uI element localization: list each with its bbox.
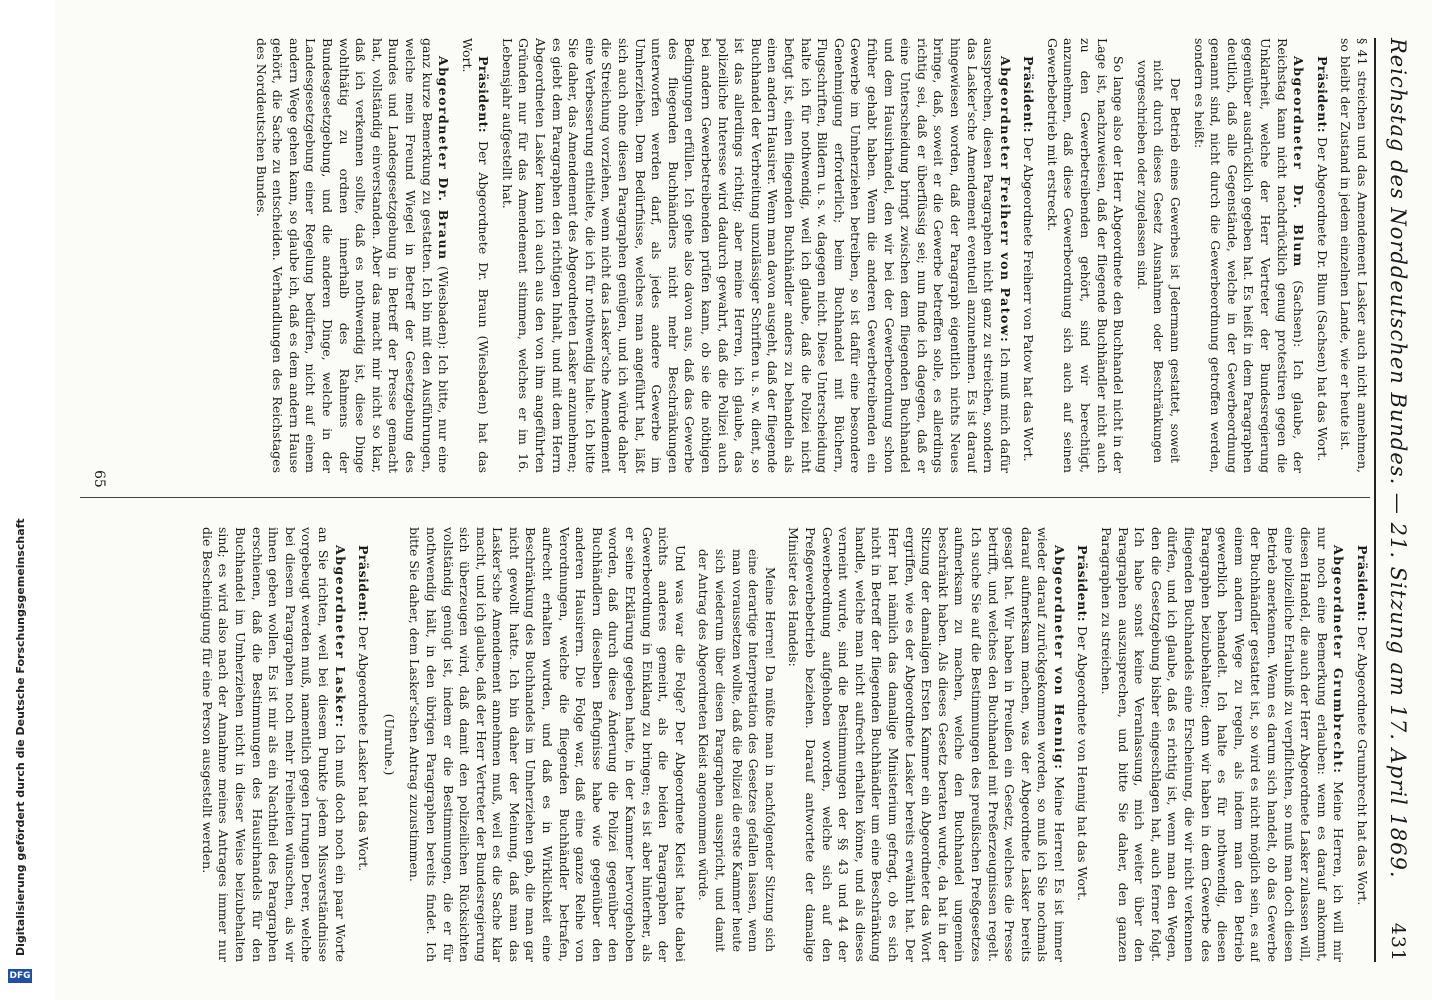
stage-direction: (Unruhe.) [381,713,397,776]
paragraph: Und was war die Folge? Der Abgeordnete Kleist hatte dabei nichts anderes gemeint, als die beiden Paragraphen der Gewerbeordnung in Einklang zu bringen; es ist aber hinterher, als er seine Erklärung gegeben hatte, in der Kammer hervorgehoben worden, daß durch diese Änderung die Polizei gegenüber den Buchhändlern dieselben Befugnisse habe wie gegenüber den anderen Hausirern. Die Folge war, daß eine ganze Reihe von Verordnungen, welche die fliegenden Buchhändler betrafen, aufrecht erhalten wurden, und daß es in Wirklichkeit eine Beschränkung des Buchhandels im Umherziehen gab, die man gar nicht gewollt hatte. Ich bin daher der Meinung, daß man das Lasker'sche Amendement annehmen muß, weil es die Sache klar macht, und ich glaube, daß der Herr Vertreter der Bundesregierung sich überzeugen wird, daß damit den polizeilichen Rücksichten vollständig genügt ist, indem er die Bestimmungen, die er für nothwendig hält, in den übrigen Paragraphen bereits findet. Ich bitte Sie daher, dem Lasker'schen Antrag zuzustimmen. [407,527,688,962]
speech-text: Ich muß doch noch ein paar Worte an Sie richten, weil bei diesem Punkte jedem Missverständnisse vorgebeugt werden muß, namentlich gegen Irrungen Derer, welche bei diesem Paragraphen noch mehr Freiheiten wünschen, als wir ihnen geben wollen. Es ist mir als ein Nachtheil des Paragraphen erschienen, daß die Bestimmungen des Hausirhandels für den Buchhandel im Umherziehen nicht in dieser Weise beizubehalten sind; es wird also nach der Annahme meines Antrages immer nur die Bescheinigung für eine Person ausgestellt werden. [199,527,348,962]
paragraph [252,38,451,473]
paragraph [458,38,491,473]
paragraph [1098,527,1347,962]
speaker-name: Abgeordneter Grumbrecht: [1331,545,1347,775]
paragraph [1074,527,1091,962]
scanned-page [55,0,1432,1000]
speech-text: Meine Herren! Es ist immer wieder darauf zurückgekommen worden, so muß ich Sie nochmals darauf aufmerksam machen, was der Abgeordnete Lasker bereits gesagt hat. Wir haben in Preußen ein Gesetz, welches die Presse betrifft, und welches den Buchhandel mit Preßerzeugnissen regelt. Ich suche Sie auf die Bestimmungen des preußischen Preßgesetzes aufmerksam zu machen, welche den Buchhandel ungemein beschränkt haben. Als dieses Gesetz beraten wurde, da hat in der Sitzung der damaligen Ersten Kammer ein Abgeordneter das Wort ergriffen, wie es der Abgeordnete Lasker bereits erwähnt hat. Der Herr hat nämlich das damalige Ministerium gefragt, ob es sich nicht in Betreff der fliegenden Buchhändler um eine Beschränkung handle, welche man nicht aufrecht erhalten könne, und als dieses verneint wurde, sind die Bestimmungen der §§ 43 und 44 der Gewerbeordnung aufgehoben worden, welche sich auf den Preßgewerbebetrieb beziehen. Darauf antwortete der damalige Minister des Handels: [786,527,1067,962]
paragraph: So lange also der Herr Abgeordnete den Buchhandel nicht in der Lage ist, nachzuweisen, daß der fliegende Buchhändler nicht auch zu den Gewerbetreibenden gehört, sind wir berechtigt, anzunehmen, daß diese Gewerbeordnung sich auch auf seinen Gewerbebetrieb mit erstreckt. [1044,38,1127,473]
speaker-label: Präsident: [1075,545,1091,623]
speech-text: Der Abgeordnete Dr. Braun (Wiesbaden) hat das Wort. [459,38,492,473]
speech-text: Der Abgeordnete Grumbrecht hat das Wort. [1355,626,1370,906]
speaker-name: Abgeordneter Lasker: [332,545,348,729]
speaker-name: Abgeordneter Freiherr von Patow: [997,56,1013,344]
folio-number: 65 [91,470,107,488]
speaker-name: Abgeordneter Dr. Braun [436,56,452,261]
credit-text: Digitalisierung gefördert durch die Deutsche Forschungsgemeinschaft [13,518,27,956]
page-header [1378,38,1418,962]
speaker-label: Präsident: [1355,545,1370,623]
paragraph [198,527,347,962]
speaker-label: Präsident: [476,56,492,134]
speaker-name: Abgeordneter von Hennig: [1051,545,1067,771]
left-column [80,38,1370,473]
paragraph: § 41 streichen und das Amendement Lasker auch nicht annehmen, so bleibt der Zustand in jedem einzelnen Lande, wie er heute ist. [1338,38,1370,473]
paragraph [785,527,1067,962]
speaker-name: Abgeordneter Dr. Blum [1291,56,1307,268]
quotation: Meine Herren! Da müßte man in nachfolgender Sitzung sich eine derartige Interpretation des Gesetzes gefallen lassen, wenn man voraussetzen wollte, daß die Polizei die erste Kammer heute sich wiederum über diesen Paragraphen ausspricht, und damit der Antrag des Abgeordneten Kleist angenommen würde. [696,549,777,952]
speech-text: Der Abgeordnete Dr. Blum (Sachsen) hat das Wort. [1314,137,1330,462]
speaker-label: Präsident: [1021,56,1037,134]
column-divider [80,497,1370,498]
speech-text: (Wiesbaden): Ich bitte, nur eine ganz kurze Bemerkung zu gestatten. Ich bin mit den Ausführungen, welche mein Freund Wiegel in Betreff der Gesetzgebung des Bundes und Landesgesetzgebung in Betreff der Presse gemacht hat, vollständig einverstanden. Aber das macht mir nicht so klar, daß ich verkennen sollte, daß es nothwendig ist, diese Dinge wohlthätig zu ordnen innerhalb des Rahmens der Bundesgesetzgebung, und die anderen Dinge, welche in der Landesgesetzgebung einer Regelung bedürfen, nicht auf einem andern Wege gehen kann, so glaube ich, daß es dem andern Hause gehört, die Sache zu entscheiden. Verhandlungen des Reichstages des Norddeutschen Bundes. [253,38,452,473]
paragraph [1313,38,1330,473]
paragraph [1353,527,1370,962]
header-rule [1374,38,1376,962]
paragraph [1190,38,1306,473]
paragraph [355,527,372,962]
speaker-label: Präsident: [356,545,372,623]
speech-text: Meine Herren, ich will mir nur noch eine Bemerkung erlauben: wenn es darauf ankommt, diesen Handel, die auch der Herr Abgeordnete Lasker zulassen will, eine polizeiliche Erlaubniß zu verpflichten, so muß man doch diesen Betrieb anerkennen. Wenn es darum sich handelt, ob das Gewerbe der Buchhändler gestattet ist, so wird es nicht möglich sein, es auf einem andern Wege zu regeln, als indem man den Betrieb gewerblich behandelt. Ich halte es für nothwendig, diesen Paragraphen beizubehalten; denn wir haben in dem Gewerbe des fliegenden Buchhandels eine Erscheinung, die wir nicht verkennen dürfen, und ich glaube, daß es richtig ist, wenn man den Wegen, den die Gesetzgebung bisher eingeschlagen hat, auch ferner folgt. Ich habe sonst keine Veranlassung, mich weiter über den Paragraphen auszusprechen, und bitte Sie daher, den ganzen Paragraphen zu streichen. [1099,527,1347,962]
speech-text: Der Abgeordnete Lasker hat das Wort. [356,626,372,872]
speaker-label: Präsident: [1314,56,1330,134]
digitization-credit [9,8,31,988]
quotation: Der Betrieb eines Gewerbes ist Jedermann gestattet, soweit nicht durch dieses Gesetz Ausnahmen oder Beschränkungen vorgeschrieben oder zugelassen sind. [1134,60,1183,463]
speech-text: Ich muß mich dafür aussprechen, diesen Paragraphen nicht ganz zu streichen, sondern das Lasker'sche Amendement eventuell anzunehmen. Es ist darauf hingewiesen worden, daß der Paragraph eigentlich nichts Neues bringe, daß, soweit er die Gewerbe betreffen solle, es allerdings richtig sei, daß er überflüssig sei; nun finde ich dagegen, daß er eine Unterscheidung bringt zwischen dem fliegenden Buchhandel und dem Hausirhandel, den wir bei der Gewerbeordnung schon früher gehabt haben. Wenn die anderen Gewerbetreibenden ein Gewerbe im Umherziehen betreiben, so ist dafür eine besondere Genehmigung erforderlich; beim Buchhandel mit Büchern, Flugschriften, Bildern u. s. w. dagegen nicht. Diese Unterscheidung halte ich für nothwendig, weil ich glaube, daß die Polizei nicht befugt ist, einen fliegenden Buchhändler anders zu behandeln als einen andern Hausirer. Wenn man davon ausgeht, daß der fliegende Buchhandel der Verbreitung unzulässiger Schriften u. s. w. dient, so ist das allerdings richtig; aber meine Herren, ich glaube, das polizeiliche Interesse wird dadurch gewahrt, daß die Polizei auch bei andern Gewerbetreibenden prüfen kann, ob sie die nöthigen Bedingungen erfüllen. Ich gehe also davon aus, daß das Gewerbe des fliegenden Buchhändlers nicht mehr Beschränkungen unterworfen werden darf, als jedes andere Gewerbe im Umherziehen. Dem Bedürfnisse, welches man angeführt hat, läßt sich auch ohne diesen Paragraphen genügen, und ich würde daher die Streichung vorziehen, wenn nicht das Lasker'sche Amendement eine Verbesserung enthielte, die ich für nothwendig halte. Ich bitte Sie daher, das Amendement des Abgeordneten Lasker anzunehmen; es giebt dem Paragraphen den richtigen Inhalt, und mit dem Herrn Abgeordneten Lasker kann ich auch aus den von ihm angeführten Gründen nur für das Amendement stimmen, welches er im 16. Lebensjahr aufgestellt hat. [499,38,1013,473]
header-title: Reichstag des Norddeutschen Bundes. — 21. Sitzung am 17. April 1869. [1386,38,1410,879]
speech-text: (Sachsen): Ich glaube, der Reichstag kann nicht nachdrücklich genug protestiren gegen die Unklarheit, welche der Herr Vertreter der Bundesregierung gegenüber ausdrücklich gegeben hat. Es heißt in dem Paragraphen deutlich, daß alle Gegenstände, welche in der Gewerbeordnung genannt sind, nicht durch die Gewerbeordnung getroffen werden, sondern es heißt: [1191,38,1307,473]
dfg-logo: DFG [9,971,31,981]
page-number: 431 [1387,922,1409,962]
paragraph [498,38,1012,473]
right-column [80,527,1370,962]
speech-text: Der Abgeordnete Freiherr von Patow hat das Wort. [1021,137,1037,462]
rotated-page-content [55,0,1432,1000]
speech-text: Der Abgeordnete von Hennig hat das Wort. [1075,626,1091,901]
paragraph [1020,38,1037,473]
